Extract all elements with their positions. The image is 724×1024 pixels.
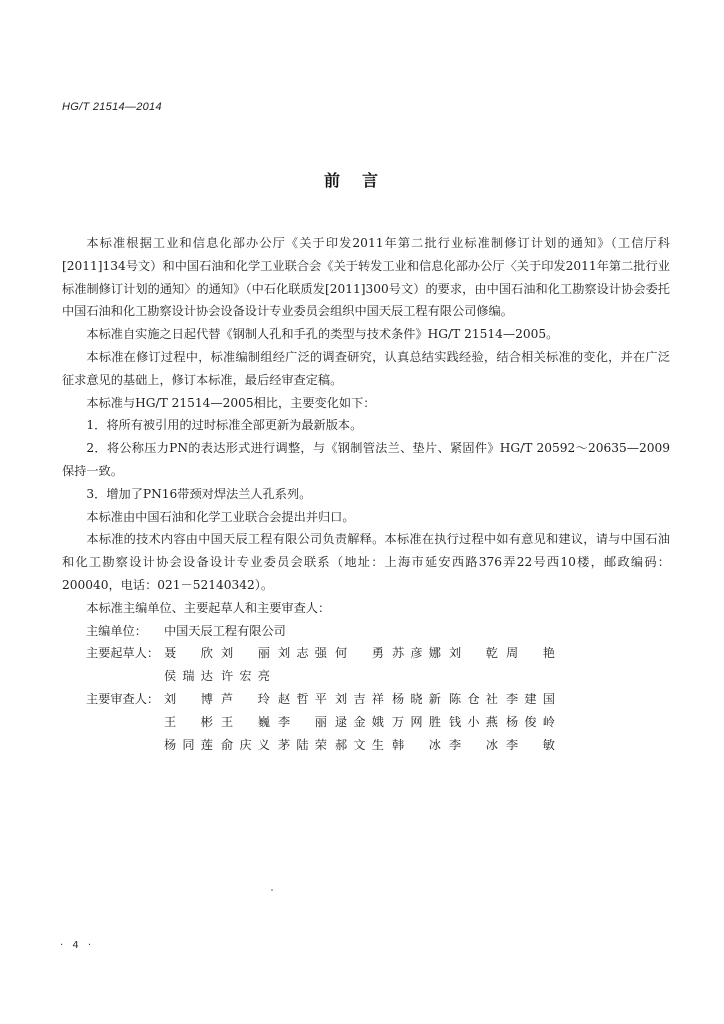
- paragraph-changes-intro: 本标准与HG/T 21514—2005相比，主要变化如下：: [86, 395, 376, 410]
- drafter-name: 何勇: [335, 646, 384, 661]
- reviewer-name: 李冰: [449, 737, 498, 752]
- contributors-table: [86, 620, 563, 757]
- reviewers-label: 主要审查人：: [86, 691, 160, 706]
- reviewer-name: 杨晓新: [392, 691, 441, 706]
- paragraph-revision-process: 本标准在修订过程中，标准编制组经广泛的调查研究，认真总结实践经验，结合相关标准的变化，并在广泛征求意见的基础上，修订本标准，最后经审查定稿。: [62, 349, 670, 387]
- drafter-name: 聂欣: [164, 646, 213, 661]
- drafter-name: 刘丽: [221, 646, 270, 661]
- drafter-name: 周艳: [506, 646, 555, 661]
- paragraph-replacement: 本标准自实施之日起代替《钢制人孔和手孔的类型与技术条件》HG/T 21514—2005。: [86, 327, 559, 342]
- reviewer-name: 钱小燕: [449, 714, 498, 729]
- reviewer-name: 万网胜: [392, 714, 441, 729]
- drafters-row-1: [86, 642, 563, 665]
- drafter-name: 刘乾: [449, 646, 498, 661]
- reviewer-name: 茅陆荣: [278, 737, 327, 752]
- drafter-name: 侯瑞达: [164, 669, 213, 684]
- reviewer-name: 刘博: [164, 691, 213, 706]
- reviewer-name: 郝文生: [335, 737, 384, 752]
- paragraph-contact: 本标准的技术内容由中国天辰工程有限公司负责解释。本标准在执行过程中如有意见和建议，请与中国石油和化工勘察设计协会设备设计专业委员会联系（地址：上海市延安西路376弄22号西10楼，邮政编码：200040，电话：021－52140342）。: [62, 532, 670, 592]
- reviewers-names-1: [164, 688, 563, 711]
- reviewers-row-3: [86, 734, 563, 757]
- page-number: · 4 ·: [60, 940, 95, 951]
- drafters-label: 主要起草人：: [86, 646, 160, 661]
- drafter-name: 许宏亮: [221, 669, 270, 684]
- drafters-names-1: [164, 642, 563, 665]
- paragraph-proposer: 本标准由中国石油和化学工业联合会提出并归口。: [86, 509, 355, 524]
- reviewers-names-2: [164, 711, 563, 734]
- paragraph-background: 本标准根据工业和信息化部办公厅《关于印发2011年第二批行业标准制修订计划的通知》（工信厅科[2011]134号文）和中国石油和化学工业联合会《关于转发工业和信息化部办公厅〈关于印发2011年第二批行业标准制修订计划的通知〉的通知》（中石化联质发[2011]300号文）的要求，由中国石油和化工勘察设计协会委托中国石油和化工勘察设计协会设备设计专业委员会组织中国天辰工程有限公司修编。: [62, 236, 670, 319]
- reviewer-name: 韩冰: [392, 737, 441, 752]
- drafter-name: 刘志强: [278, 646, 327, 661]
- reviewer-name: 王彬: [164, 714, 213, 729]
- reviewer-name: 刘吉祥: [335, 691, 384, 706]
- paragraph-change-2: 2．将公称压力PN的表达形式进行调整，与《钢制管法兰、垫片、紧固件》HG/T 20592～20635—2009保持一致。: [62, 441, 670, 478]
- reviewer-name: 陈仓社: [449, 691, 498, 706]
- reviewer-name: 王巍: [221, 714, 270, 729]
- paragraph-change-3: 3．增加了PN16带颈对焊法兰人孔系列。: [86, 486, 312, 501]
- preface-body: [62, 232, 670, 756]
- reviewers-names-3: [164, 734, 563, 757]
- scan-speck: [271, 889, 273, 891]
- reviewer-name: 李丽: [278, 714, 327, 729]
- standard-code: HG/T 21514—2014: [62, 101, 162, 113]
- paragraph-change-1: 1．将所有被引用的过时标准全部更新为最新版本。: [86, 418, 363, 433]
- chief-unit-value: 中国天辰工程有限公司: [164, 623, 286, 638]
- reviewers-row-2: [86, 711, 563, 734]
- reviewer-name: 芦玲: [221, 691, 270, 706]
- reviewer-name: 杨俊岭: [506, 714, 555, 729]
- reviewer-name: 逯金娥: [335, 714, 384, 729]
- drafters-row-2: [86, 665, 563, 688]
- reviewers-row-1: [86, 688, 563, 711]
- reviewer-name: 杨同莲: [164, 737, 213, 752]
- reviewer-name: 李建国: [506, 691, 555, 706]
- drafter-name: 苏彦娜: [392, 646, 441, 661]
- chief-unit-row: [86, 620, 563, 643]
- reviewer-name: 俞庆义: [221, 737, 270, 752]
- reviewer-name: 李敏: [506, 737, 555, 752]
- chief-unit-label: 主编单位：: [86, 623, 147, 638]
- paragraph-contributors-intro: 本标准主编单位、主要起草人和主要审查人：: [86, 600, 331, 615]
- page-title: 前言: [323, 171, 400, 190]
- drafters-names-2: [164, 665, 563, 688]
- reviewer-name: 赵哲平: [278, 691, 327, 706]
